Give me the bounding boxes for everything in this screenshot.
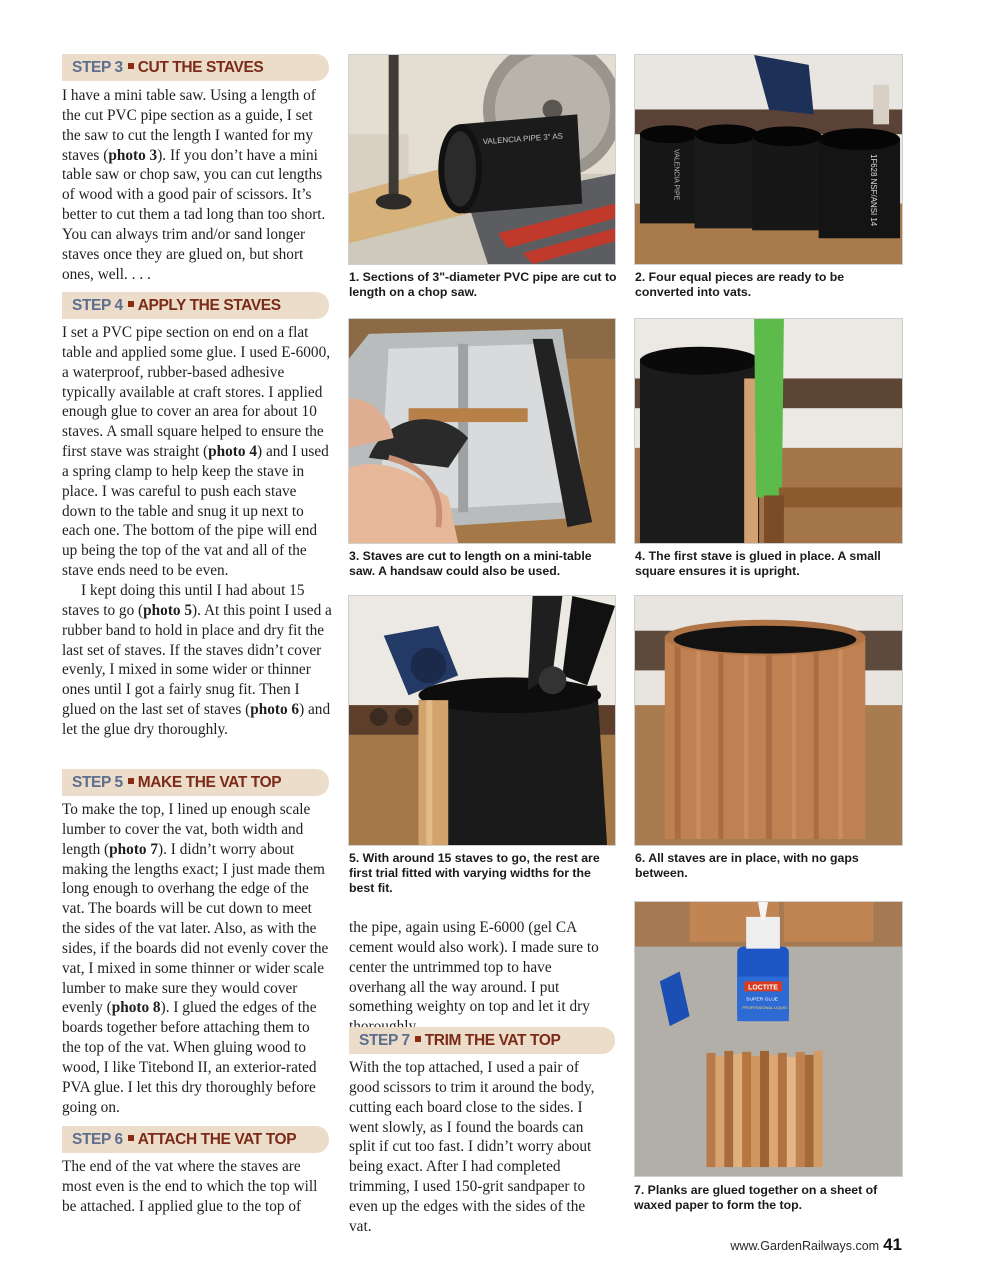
glue-label-text: PROFESSIONAL LIQUID xyxy=(742,1005,788,1011)
step4-body: I set a PVC pipe section on end on a flat table and applied some glue. I used E-6000, a waterproof, rubber-based adhesive typically available at craft stores. I applied enough glue to cover an area for about 10 staves. A small square helped to ensure the first stave was straight (photo 4) and I used a spring clamp to help keep the stave in place. I was careful to push each stave down to the table and snug it up next to each one. The bottom of the pipe will end up being the top of the vat and all of the stave ends need to be even. I kept doing this until I had about 15 staves to go (photo 5). At this point I used a rubber band to hold in place and dry fit the last set of staves. If the staves didn’t cover evenly, I mixed in some wider or thinner ones until I got a fairly snug fit. Then I glued on the last set of staves (photo 6) and let the glue dry thoroughly. xyxy=(62,324,332,738)
pipe-label-text: VALENCIA PIPE 3" AS xyxy=(482,131,564,147)
step-square-icon xyxy=(128,63,134,69)
pipe-label-text: 1F628 NSF/ANSI 14 xyxy=(869,154,879,227)
step-square-icon xyxy=(128,1135,134,1141)
glue-label-text: SUPER GLUE xyxy=(746,997,779,1003)
caption-photo-7: 7. Planks are glued together on a sheet of waxed paper to form the top. xyxy=(634,1183,878,1212)
caption-photo-5: 5. With around 15 staves to go, the rest are first trial fitted with varying widths for the best fit. xyxy=(349,851,600,895)
step7-title: TRIM THE VAT TOP xyxy=(424,1032,561,1049)
step7-body: With the top attached, I used a pair of good scissors to trim it around the body, cutting each board close to the sides. I went slowly, as I found the boards can split if cut too fast. I didn’t worry about being exact. After I had completed trimming, I used 150-grit sandpaper to even up the edges with the sides of the vat. xyxy=(349,1059,595,1235)
glue-brand-text: LOCTITE xyxy=(748,984,778,992)
caption-photo-6: 6. All staves are in place, with no gaps between. xyxy=(635,851,859,880)
caption-photo-3: 3. Staves are cut to length on a mini-table saw. A handsaw could also be used. xyxy=(349,549,592,578)
page-footer xyxy=(730,1235,902,1255)
photo-5-trial-fit xyxy=(348,595,616,846)
step3-body: I have a mini table saw. Using a length of the cut PVC pipe section as a guide, I set the saw to cut the length I wanted for my staves (photo 3). If you don’t have a mini table saw or chop saw, you can cut lengths of wood with a good pair of scissors. It’s better to cut them a tad long than too short. You can always trim and/or sand longer staves once they are glued on, but short ones, well. . . . xyxy=(62,87,326,283)
step6-body: The end of the vat where the staves are most even is the end to which the top will be attached. I applied glue to the top of xyxy=(62,1158,318,1215)
photo-3-mini-table-saw xyxy=(348,318,616,544)
step5-heading xyxy=(62,769,329,796)
caption-photo-1: 1. Sections of 3"-diameter PVC pipe are cut to length on a chop saw. xyxy=(349,270,617,299)
step3-title: CUT THE STAVES xyxy=(137,59,264,76)
step-square-icon xyxy=(415,1036,421,1042)
pipe-label-text: VALENCIA PIPE xyxy=(672,149,680,201)
caption-photo-4: 4. The first stave is glued in place. A small square ensures it is upright. xyxy=(635,549,881,578)
step6-heading xyxy=(62,1126,329,1153)
page-number: 41 xyxy=(883,1235,902,1254)
step-square-icon xyxy=(128,301,134,307)
photo-6-all-staves xyxy=(634,595,903,846)
step-square-icon xyxy=(128,778,134,784)
step5-number: STEP 5 xyxy=(72,774,123,791)
step4-number: STEP 4 xyxy=(72,297,123,314)
photo-2-four-pipes xyxy=(634,54,903,265)
step7-number: STEP 7 xyxy=(359,1032,410,1049)
photo-4-first-stave xyxy=(634,318,903,544)
step6-title: ATTACH THE VAT TOP xyxy=(137,1131,297,1148)
photo-7-planks-glued xyxy=(634,901,903,1177)
step5-body: To make the top, I lined up enough scale lumber to cover the vat, both width and length (photo 7). I didn’t worry about making the lengths exact; I just made them long enough to overhang the edge of the vat. The boards will be cut down to meet the sides of the vat later. Also, as with the sides, if the boards did not evenly cover the vat, I mixed in some thinner or wider scale lumber to make sure they would cover evenly (photo 8). I glued the edges of the boards together before attaching them to the top of the vat. When gluing wood to wood, I like Titebond II, an exterior-rated PVA glue. I let this dry thoroughly before going on. xyxy=(62,801,329,1116)
step4-heading xyxy=(62,292,329,319)
step7-heading xyxy=(349,1027,615,1054)
photo-1-chop-saw xyxy=(348,54,616,265)
step3-heading xyxy=(62,54,329,81)
step5-title: MAKE THE VAT TOP xyxy=(137,774,282,791)
caption-photo-2: 2. Four equal pieces are ready to be converted into vats. xyxy=(635,270,845,299)
step6-number: STEP 6 xyxy=(72,1131,123,1148)
footer-website: www.GardenRailways.com xyxy=(730,1239,880,1253)
step6-continued: the pipe, again using E-6000 (gel CA cement would also work). I made sure to center the untrimmed top to have overhang all the way around. I put something weighty on top and let it dry xyxy=(349,919,599,1016)
step3-number: STEP 3 xyxy=(72,59,123,76)
step4-title: APPLY THE STAVES xyxy=(137,297,281,314)
